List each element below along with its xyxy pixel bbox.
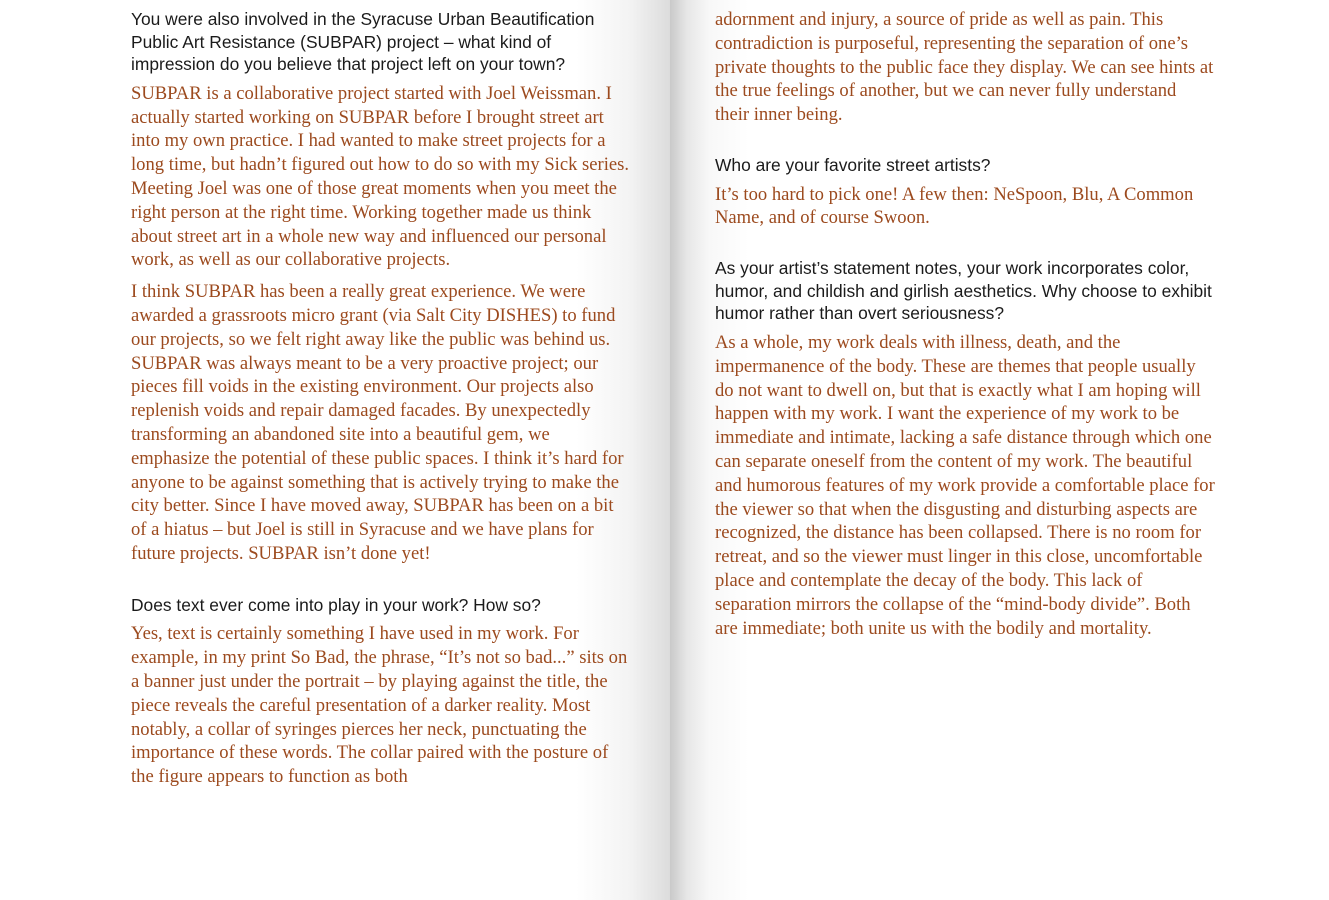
- question-favorite-artists: Who are your favorite street artists?: [715, 154, 991, 175]
- question-text-in-work: Does text ever come into play in your work? How so?: [131, 594, 541, 615]
- answer-subpar-paragraph-1: SUBPAR is a collaborative project started with Joel Weissman. I actually started working on SUBPAR before I brought street art into my own practice. I had wanted to make street projects for a long time, but hadn’t figured out how to do so with my Sick series. Meeting Joel was one of those great moments when you meet the right person at the right time. Working together made us think about street art in a whole new way and influenced our personal work, as well as our collaborative projects.: [131, 82, 630, 271]
- question-subpar: You were also involved in the Syracuse Urban Beautification Public Art Resistance (SUBPAR) project – what kind of impression do you believe that project left on your town?: [131, 9, 595, 75]
- left-text-column: [131, 8, 631, 789]
- answer-text-in-work: Yes, text is certainly something I have used in my work. For example, in my print So Bad, the phrase, “It’s not so bad...” sits on a banner just under the portrait – by playing against the title, the piece reveals the careful presentation of a darker reality. Most notably, a collar of syringes pierces her neck, punctuating the importance of these words. The collar paired with the posture of the figure appears to function as both: [131, 623, 628, 788]
- answer-humor: As a whole, my work deals with illness, death, and the impermanence of the body. These are themes that people usually do not want to dwell on, but that is exactly what I am hoping will happen with my work. I want the experience of my work to be immediate and intimate, lacking a safe distance through which one can separate oneself from the content of my work. The beautiful and humorous features of my work provide a comfortable place for the viewer so that when the disgusting and disturbing aspects are recognized, the distance has been collapsed. There is no room for retreat, and so the viewer must linger in this close, uncomfortable place and contemplate the decay of the body. This lack of separation mirrors the collapse of the “mind-body divide”. Both are immediate; both unite us with the bodily and mortality.: [715, 331, 1215, 639]
- answer-favorite-artists: It’s too hard to pick one! A few then: NeSpoon, Blu, A Common Name, and of course Swoon.: [715, 183, 1194, 229]
- answer-subpar-paragraph-2: I think SUBPAR has been a really great experience. We were awarded a grassroots micro grant (via Salt City DISHES) to fund our projects, so we felt right away like the public was behind us. SUBPAR was always meant to be a very proactive project; our pieces fill voids in the existing environment. Our projects also replenish voids and repair damaged facades. By unexpectedly transforming an abandoned site into a beautiful gem, we emphasize the potential of these public spaces. I think it’s hard for anyone to be against something that is actively trying to make the city better. Since I have moved away, SUBPAR has been on a bit of a hiatus – but Joel is still in Syracuse and we have plans for future projects. SUBPAR isn’t done yet!: [131, 281, 624, 564]
- right-text-column: [715, 8, 1215, 640]
- answer-text-in-work-continued: adornment and injury, a source of pride as well as pain. This contradiction is purposeful, representing the separation of one’s private thoughts to the public face they display. We can see hints at the true feelings of another, but we can never fully understand their inner being.: [715, 9, 1214, 126]
- right-page: [670, 0, 1329, 900]
- question-humor: As your artist’s statement notes, your work incorporates color, humor, and childish and girlish aesthetics. Why choose to exhibit humor rather than overt seriousness?: [715, 258, 1212, 324]
